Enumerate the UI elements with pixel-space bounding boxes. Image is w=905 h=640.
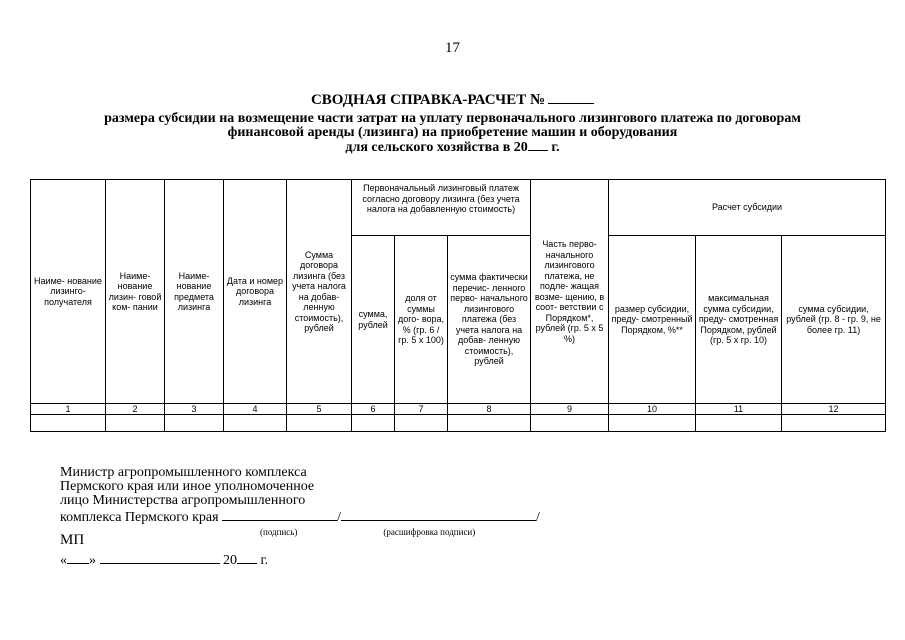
empty-cell: [609, 415, 696, 432]
signature-separator-end: /: [535, 510, 540, 525]
subtitle-line-3: [40, 140, 865, 155]
col-header-9: Часть перво- начального лизингового платежа, не подле- жащая возме- щению, в соот- ветствии с Порядком*, рублей (гр. 5 х 5 %): [531, 180, 609, 404]
col-header-11: максимальная сумма субсидии, преду- смотренная Порядком, рублей (гр. 5 х гр. 10): [696, 236, 782, 404]
signature-separator: /: [337, 510, 341, 525]
col-number-5: 5: [287, 404, 352, 415]
month-blank-line: [100, 551, 220, 564]
column-number-row: [31, 404, 886, 415]
empty-cell: [352, 415, 395, 432]
date-century: 20: [223, 553, 237, 568]
col-header-2: Наиме- нование лизин- говой ком- пании: [106, 180, 165, 404]
date-suffix: г.: [260, 553, 269, 568]
empty-cell: [531, 415, 609, 432]
empty-cell: [696, 415, 782, 432]
signature-field-line: [222, 508, 337, 521]
caption-decoding: (расшифровка подписи): [383, 527, 476, 537]
col-header-10: размер субсидии, преду- смотренный Порядком, %**: [609, 236, 696, 404]
signatory-line-4-text: комплекса Пермского края: [60, 510, 219, 525]
signature-block: [60, 466, 540, 539]
col-number-9: 9: [531, 404, 609, 415]
stamp-place-label: МП: [60, 532, 85, 548]
date-line: [60, 551, 268, 569]
col-number-12: 12: [782, 404, 886, 415]
page-number: 17: [445, 40, 460, 56]
subtitle-line-3-text: для сельского хозяйства в 20: [345, 140, 528, 155]
signatory-line-3: лицо Министерства агропромышленного: [60, 493, 306, 508]
document-title: [0, 91, 905, 109]
decoding-field-line: [341, 508, 536, 521]
empty-cell: [782, 415, 886, 432]
summary-table: [30, 179, 886, 432]
col-header-5: Сумма договора лизинга (без учета налога на добав- ленную стоимость), рублей: [287, 180, 352, 404]
col-number-2: 2: [106, 404, 165, 415]
signature-captions: [60, 525, 540, 539]
document-subtitle: [40, 112, 865, 155]
col-number-3: 3: [165, 404, 224, 415]
col-number-4: 4: [224, 404, 287, 415]
empty-cell: [165, 415, 224, 432]
col-header-6: сумма, рублей: [352, 236, 395, 404]
col-header-8: сумма фактически перечис- ленного перво- начального лизингового платежа (без учета налога на добав- ленную стоимость), рублей: [448, 236, 531, 404]
signatory-line-4: [60, 508, 540, 525]
col-header-1: Наиме- нование лизинго- получателя: [31, 180, 106, 404]
date-open-quote: «: [60, 553, 67, 568]
col-header-4: Дата и номер договора лизинга: [224, 180, 287, 404]
empty-cell: [106, 415, 165, 432]
col-number-10: 10: [609, 404, 696, 415]
col-header-3: Наиме- нование предмета лизинга: [165, 180, 224, 404]
empty-cell: [31, 415, 106, 432]
year-blank-line-date: [237, 551, 257, 564]
col-header-12: сумма субсидии, рублей (гр. 8 - гр. 9, не более гр. 11): [782, 236, 886, 404]
caption-signature: (подпись): [260, 527, 298, 537]
group-header-subsidy-calc: Расчет субсидии: [609, 180, 886, 236]
col-number-6: 6: [352, 404, 395, 415]
subtitle-year-suffix: г.: [551, 140, 560, 155]
empty-cell: [395, 415, 448, 432]
signatory-line-1: Министр агропромышленного комплекса: [60, 465, 307, 480]
empty-cell: [224, 415, 287, 432]
col-number-1: 1: [31, 404, 106, 415]
year-blank-line: [528, 140, 548, 151]
group-header-first-payment: Первоначальный лизинговый платеж согласно договору лизинга (без учета налога на добавленную стоимость): [352, 180, 531, 236]
signatory-line-2: Пермского края или иное уполномоченное: [60, 479, 315, 494]
subtitle-line-1: размера субсидии на возмещение части затрат на уплату первоначального лизингового платежа по договорам: [104, 111, 801, 126]
number-blank-line: [548, 91, 594, 104]
table-row: [31, 415, 886, 432]
empty-cell: [448, 415, 531, 432]
empty-cell: [287, 415, 352, 432]
col-number-8: 8: [448, 404, 531, 415]
col-header-7: доля от суммы дого- вора, % (гр. 6 / гр. 5 х 100): [395, 236, 448, 404]
date-close-quote: »: [89, 553, 96, 568]
document-title-text: СВОДНАЯ СПРАВКА-РАСЧЕТ №: [310, 92, 546, 108]
subtitle-line-2: финансовой аренды (лизинга) на приобретение машин и оборудования: [227, 125, 678, 140]
col-number-11: 11: [696, 404, 782, 415]
day-blank-line: [67, 551, 89, 564]
col-number-7: 7: [395, 404, 448, 415]
